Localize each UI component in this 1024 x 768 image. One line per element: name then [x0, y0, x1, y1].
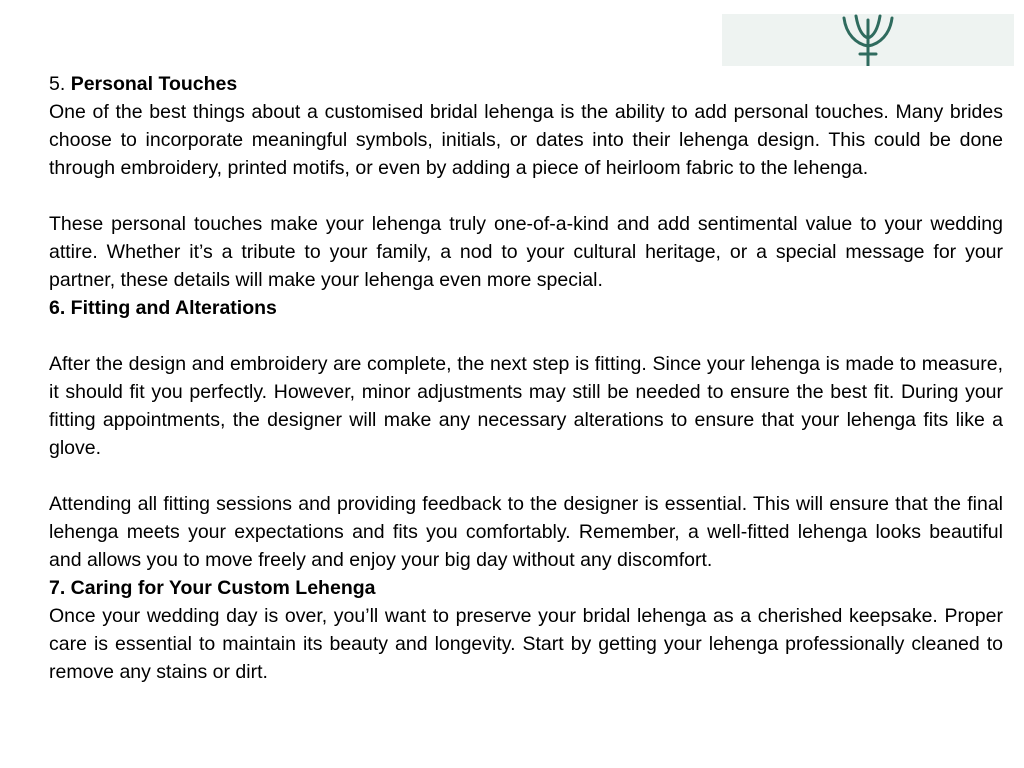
section-title: Personal Touches [70, 73, 238, 95]
section-heading-caring-for-lehenga: 7. Caring for Your Custom Lehenga [49, 577, 376, 599]
paragraph: One of the best things about a customised bridal lehenga is the ability to add personal touches. Many brides choose to incorporate meaningful symbols, initials, or dates into their lehenga design. This could be done through embroidery, printed motifs, or even by adding a piece of heirloom fabric to the lehenga. [49, 101, 1003, 179]
paragraph: After the design and embroidery are complete, the next step is fitting. Since your lehenga is made to measure, it should fit you perfectly. However, minor adjustments may still be needed to ensure the best fit. During your fitting appointments, the designer will make any necessary alterations to ensure that your lehenga fits like a glove. [49, 353, 1003, 459]
brand-logo [722, 14, 1014, 66]
section-heading-fitting-and-alterations: 6. Fitting and Alterations [49, 297, 277, 319]
article-body [49, 70, 1003, 686]
section-number: 5. [49, 73, 66, 95]
section-heading-personal-touches [49, 70, 1003, 98]
trident-monogram-icon [830, 14, 910, 66]
paragraph: Attending all fitting sessions and providing feedback to the designer is essential. This will ensure that the final lehenga meets your expectations and fits you comfortably. Remember, a well-fitted lehenga looks beautiful and allows you to move freely and enjoy your big day without any discomfort. [49, 493, 1003, 571]
paragraph: These personal touches make your lehenga truly one-of-a-kind and add sentimental value to your wedding attire. Whether it’s a tribute to your family, a nod to your cultural heritage, or a special message for your partner, these details will make your lehenga even more special. [49, 213, 1003, 291]
paragraph: Once your wedding day is over, you’ll want to preserve your bridal lehenga as a cherished keepsake. Proper care is essential to maintain its beauty and longevity. Start by getting your lehenga professionally cleaned to remove any stains or dirt. [49, 605, 1003, 683]
